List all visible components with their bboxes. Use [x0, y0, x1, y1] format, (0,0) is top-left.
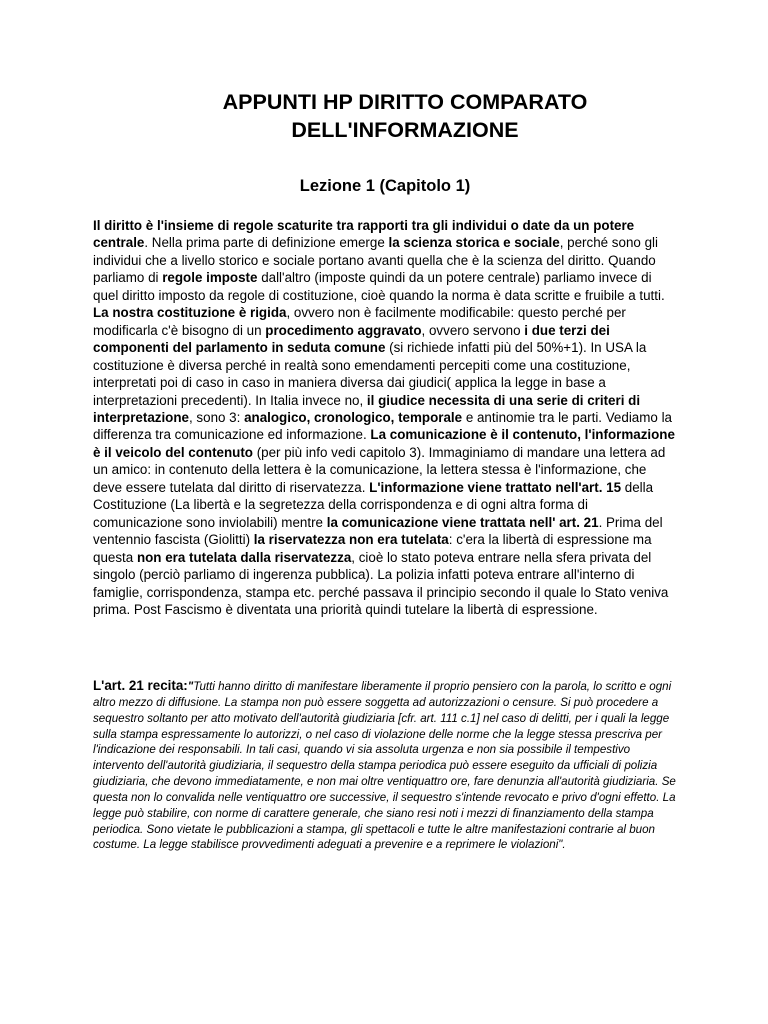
- document-title: APPUNTI HP DIRITTO COMPARATO DELL'INFORMAZIONE: [222, 90, 588, 142]
- paragraph-segment: (per più info vedi capitolo 3). Immaginiamo di mandare una lettera ad un amico: in contenuto della lettera è la comunicazione, la lettera stessa è l'informazione, che deve essere tutelata dal diritto di riservatezza.: [93, 444, 666, 495]
- paragraph-segment: i due terzi dei componenti del parlamento in seduta comune: [93, 322, 610, 356]
- paragraph-segment: dall'altro (imposte quindi da un potere centrale) parliamo invece di quel diritto imposto da regole di costituzione, cioè quando la norma è data scritte e fruibile a tutti.: [93, 270, 665, 303]
- paragraph-segment: . Nella prima parte di definizione emerge: [144, 235, 389, 251]
- paragraph-segment: analogico, cronologico, temporale: [244, 409, 463, 425]
- paragraph-segment: non era tutelata dalla riservatezza: [136, 549, 352, 565]
- paragraph-segment: la comunicazione viene trattata nell' art. 21: [326, 514, 599, 530]
- paragraph-segment: la riservatezza non era tutelata: [253, 532, 449, 548]
- paragraph-segment: la scienza storica e sociale: [388, 235, 560, 251]
- paragraph-segment: regole imposte: [162, 270, 258, 286]
- paragraph-segment: , ovvero servono: [421, 322, 525, 338]
- paragraph-segment: (si richiede infatti più del 50%+1). In USA la costituzione è diversa perché in realtà sono emendamenti percepiti come una costituzione, interpretati poi di caso in caso in maniera diversa dai giudici( applica la legge in base a interpretazioni precedenti). In Italia invece no,: [93, 340, 647, 408]
- quote-colon: :: [183, 678, 188, 693]
- paragraph-segment: . Prima del ventennio fascista (Giolitti): [93, 514, 663, 548]
- body-paragraph: [93, 217, 678, 618]
- paragraph-segment: La nostra costituzione è rigida: [93, 305, 287, 321]
- paragraph-segment: Il diritto è l'insieme di regole scaturite tra rapporti tra gli individui o date da un potere centrale: [93, 218, 635, 251]
- paragraph-segment: , ovvero non è facilmente modificabile: questo perché per modificarla c'è bisogno di un: [93, 305, 626, 338]
- article-21-quote: [93, 678, 678, 853]
- lesson-heading: Lezione 1 (Capitolo 1): [299, 177, 471, 195]
- paragraph-segment: L'informazione viene trattato nell'art. 15: [369, 479, 622, 495]
- paragraph-segment: , cioè lo stato poteva entrare nella sfera privata del singolo (perciò parliamo di ingerenza pubblica). La polizia infatti poteva entrare all'interno di famiglie, corrispondenza, stampa etc. perché passava il principio secondo il quale lo Stato veniva prima. Post Fascismo è diventata una priorità quindi tutelare la libertà di espressione.: [93, 549, 669, 617]
- paragraph-segment: procedimento aggravato: [265, 322, 422, 338]
- quote-label: L'art. 21 recita: [93, 678, 184, 693]
- paragraph-segment: , perché sono gli individui che a livello storico e sociale portano avanti quella che è la scienza del diritto. Quando parliamo di: [93, 235, 658, 286]
- paragraph-segment: : c'era la libertà di espressione ma questa: [93, 532, 652, 565]
- paragraph-segment: La comunicazione è il contenuto, l'informazione è il veicolo del contenuto: [93, 427, 675, 460]
- paragraph-segment: e antinomie tra le parti. Vediamo la differenza tra comunicazione ed informazione.: [93, 409, 672, 443]
- paragraph-segment: il giudice necessita di una serie di criteri di interpretazione: [93, 392, 641, 425]
- paragraph-segment: , sono 3:: [188, 409, 245, 425]
- quote-open-mark: ": [187, 680, 194, 693]
- quote-text: Tutti hanno diritto di manifestare liberamente il proprio pensiero con la parola, lo scritto e ogni altro mezzo di diffusione. La stampa non può essere soggetta ad autorizzazioni o censure. Si può procedere a sequestro soltanto per atto motivato dell'autorità giudiziaria [cfr. art. 111 c.1] nel caso di delitti, per i quali la legge sulla stampa espressamente lo autorizzi, o nel caso di violazione delle norme che la legge stessa prescriva per l'indicazione dei responsabili. In tali casi, quando vi sia assoluta urgenza e non sia possibile il tempestivo intervento dell'autorità giudiziaria, il sequestro della stampa periodica può essere eseguito da ufficiali di polizia giudiziaria, che devono immediatamente, e non mai oltre ventiquattro ore, fare denunzia all'autorità giudiziaria. Se questa non lo convalida nelle ventiquattro ore successive, il sequestro s'intende revocato e privo d'ogni effetto. La legge può stabilire, con norme di carattere generale, che siano resi noti i mezzi di finanziamento della stampa periodica. Sono vietate le pubblicazioni a stampa, gli spettacoli e tutte le altre manifestazioni contrarie al buon costume. La legge stabilisce provvedimenti adeguati a prevenire e a reprimere le violazioni".: [93, 680, 676, 852]
- paragraph-segment: della Costituzione (La libertà e la segretezza della corrispondenza e di ogni altra forma di comunicazione sono inviolabili) mentre: [93, 479, 654, 530]
